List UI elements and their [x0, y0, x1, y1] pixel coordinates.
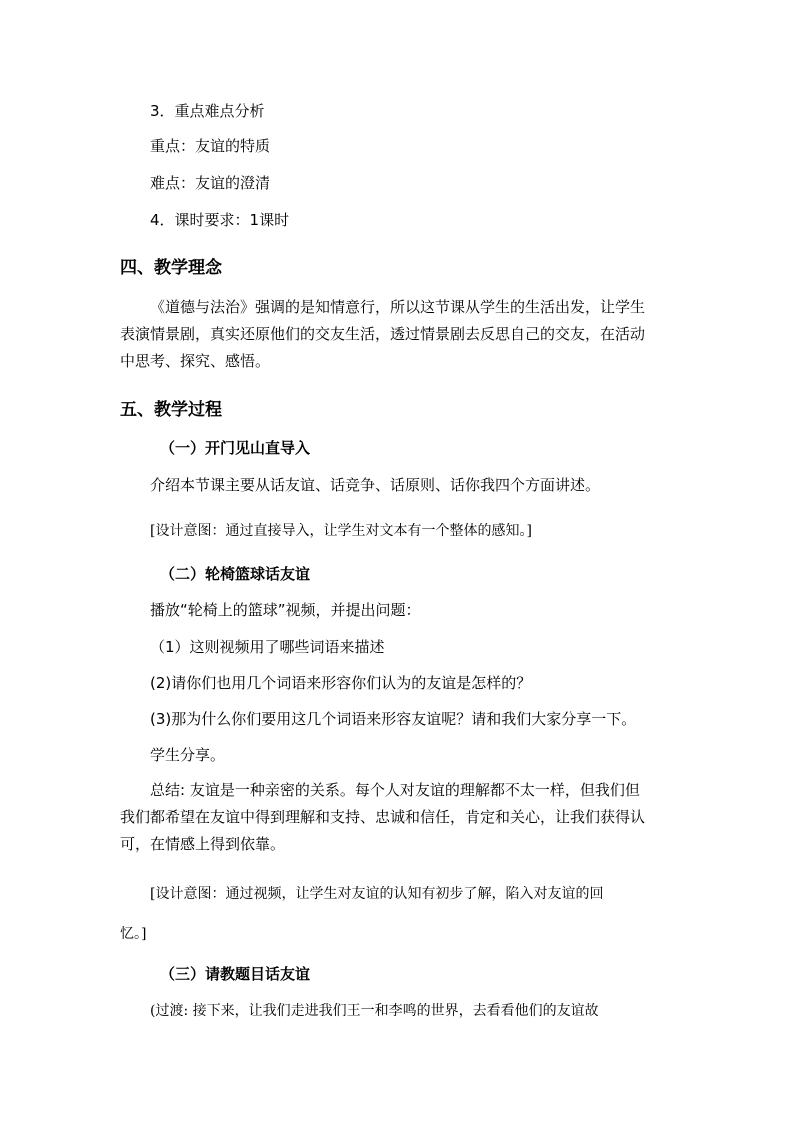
- subsection-heading: （一）开门见山直导入: [160, 439, 311, 457]
- text-line: 表演情景剧，真实还原他们的交友生活，透过情景剧去反思自己的交友，在活动: [120, 325, 646, 343]
- text-line: 我们都希望在友谊中得到理解和支持、忠诚和信任，肯定和关心，让我们获得认: [120, 808, 646, 826]
- section-heading: 四、教学理念: [120, 258, 222, 278]
- text-line: 《道德与法治》强调的是知情意行，所以这节课从学生的生活出发，让学生: [150, 298, 646, 316]
- text-line: (3)那为什么你们要用这几个词语来形容友谊呢？请和我们大家分享一下。: [150, 710, 637, 728]
- text-line: 4．课时要求：1课时: [150, 211, 290, 229]
- text-line: 重点：友谊的特质: [150, 137, 271, 155]
- text-line: (2)请你们也用几个词语来形容你们认为的友谊是怎样的？: [150, 674, 532, 692]
- design-note: 忆。]: [120, 926, 147, 942]
- text-line: 中思考、探究、感悟。: [120, 352, 271, 370]
- section-heading: 五、教学过程: [120, 400, 222, 420]
- transition-note: (过渡: 接下来，让我们走进我们王一和李鸣的世界，去看看他们的友谊故: [150, 1003, 599, 1019]
- text-line: 播放“轮椅上的篮球”视频，并提出问题：: [150, 601, 421, 619]
- design-note: [设计意图：通过直接导入，让学生对文本有一个整体的感知。]: [150, 523, 532, 539]
- subsection-heading: （二）轮椅篮球话友谊: [160, 565, 311, 583]
- text-line: 可，在情感上得到依靠。: [120, 835, 286, 853]
- text-line: 总结: 友谊是一种亲密的关系。每个人对友谊的理解都不太一样，但我们但: [150, 781, 640, 799]
- text-line: 学生分享。: [150, 746, 226, 764]
- text-line: 3．重点难点分析: [150, 102, 265, 120]
- design-note: [设计意图：通过视频，让学生对友谊的认知有初步了解，陷入对友谊的回: [150, 886, 604, 902]
- text-line: 介绍本节课主要从话友谊、话竞争、话原则、话你我四个方面讲述。: [150, 476, 601, 494]
- text-line: 难点：友谊的澄清: [150, 174, 271, 192]
- text-line: （1）这则视频用了哪些词语来描述: [150, 638, 385, 656]
- subsection-heading: （三）请教题目话友谊: [160, 965, 311, 983]
